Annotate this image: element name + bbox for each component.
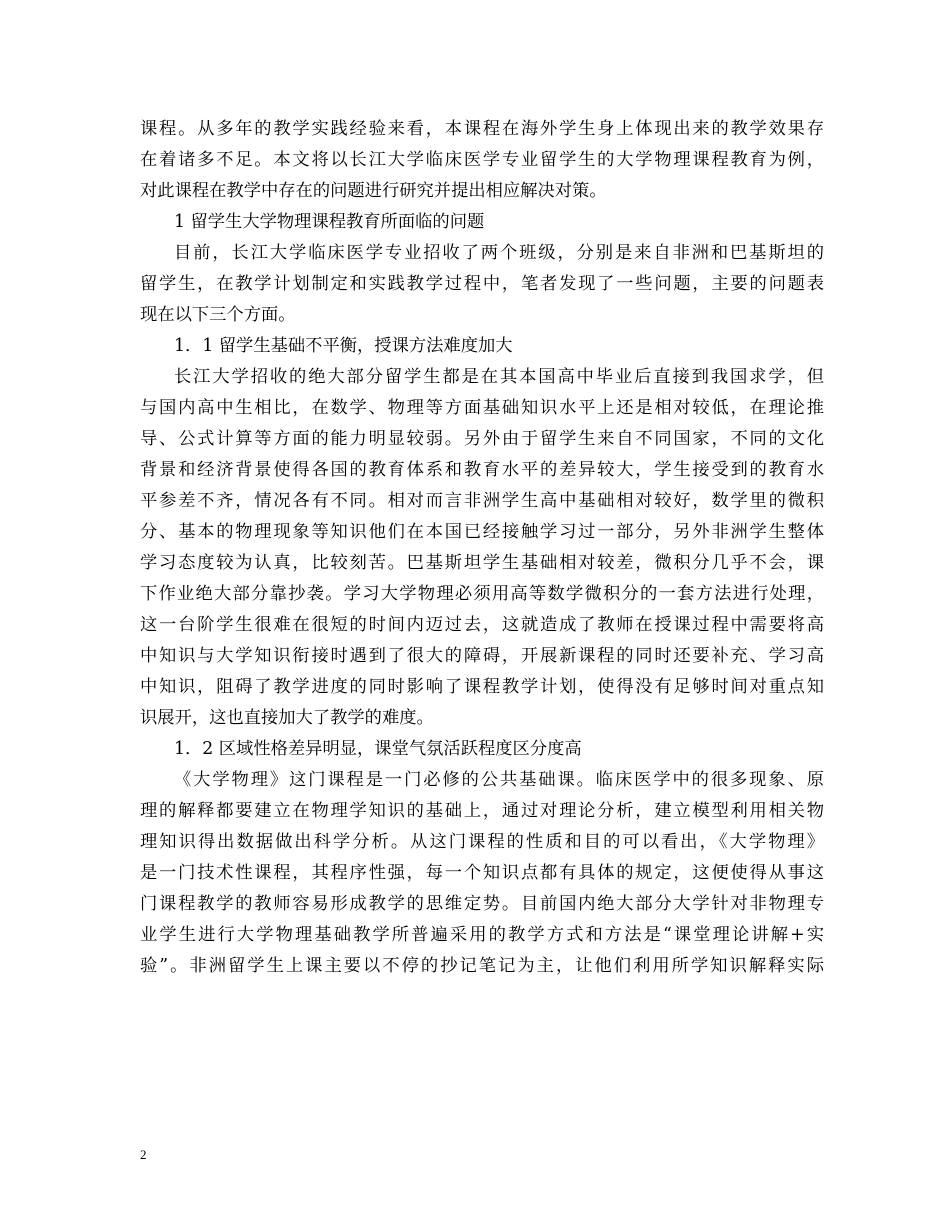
- section-heading: 1．1 留学生基础不平衡，授课方法难度加大: [174, 336, 513, 356]
- text-line: 业学生进行大学物理基础教学所普遍采用的教学方式和方法是“课堂理论讲解+实: [140, 925, 824, 945]
- text-line: 对此课程在教学中存在的问题进行研究并提出相应解决对策。: [140, 181, 607, 201]
- document-body: [140, 114, 824, 982]
- text-line: 长江大学招收的绝大部分留学生都是在其本国高中毕业后直接到我国求学，但: [174, 367, 824, 387]
- text-line: 与国内高中生相比，在数学、物理等方面基础知识水平上还是相对较低，在理论推: [140, 398, 824, 418]
- text-line: 《大学物理》这门课程是一门必修的公共基础课。临床医学中的很多现象、原: [174, 770, 824, 790]
- page-number: 2: [140, 1147, 147, 1162]
- text-line: 目前，长江大学临床医学专业招收了两个班级，分别是来自非洲和巴基斯坦的: [174, 243, 824, 263]
- section-heading: 1．2 区域性格差异明显，课堂气氛活跃程度区分度高: [174, 739, 582, 759]
- text-line: 学习态度较为认真，比较刻苦。巴基斯坦学生基础相对较差，微积分几乎不会，课: [140, 553, 824, 573]
- paragraph: [140, 114, 824, 207]
- text-line: 在着诸多不足。本文将以长江大学临床医学专业留学生的大学物理课程教育为例，: [140, 150, 824, 170]
- text-line: 分、基本的物理现象等知识他们在本国已经接触学习过一部分，另外非洲学生整体: [140, 522, 824, 542]
- text-line: 留学生，在教学计划制定和实践教学过程中，笔者发现了一些问题，主要的问题表: [140, 274, 824, 294]
- section-heading: 1 留学生大学物理课程教育所面临的问题: [174, 212, 485, 232]
- paragraph: [140, 238, 824, 331]
- text-line: 验”。非洲留学生上课主要以不停的抄记笔记为主，让他们利用所学知识解释实际: [140, 956, 824, 976]
- text-line: 课程。从多年的教学实践经验来看，本课程在海外学生身上体现出来的教学效果存: [140, 119, 824, 139]
- text-line: 中知识，阻碍了教学进度的同时影响了课程教学计划，使得没有足够时间对重点知: [140, 677, 824, 697]
- text-line: 中知识与大学知识衔接时遇到了很大的障碍，开展新课程的同时还要补充、学习高: [140, 646, 824, 666]
- paragraph: [140, 765, 824, 982]
- text-line: 门课程教学的教师容易形成教学的思维定势。目前国内绝大部分大学针对非物理专: [140, 894, 824, 914]
- text-line: 下作业绝大部分靠抄袭。学习大学物理必须用高等数学微积分的一套方法进行处理，: [140, 584, 824, 604]
- text-line: 识展开，这也直接加大了教学的难度。: [140, 708, 434, 728]
- text-line: 导、公式计算等方面的能力明显较弱。另外由于留学生来自不同国家，不同的文化: [140, 429, 824, 449]
- text-line: 平参差不齐，情况各有不同。相对而言非洲学生高中基础相对较好，数学里的微积: [140, 491, 824, 511]
- text-line: 是一门技术性课程，其程序性强，每一个知识点都有具体的规定，这便使得从事这: [140, 863, 824, 883]
- text-line: 理知识得出数据做出科学分析。从这门课程的性质和目的可以看出，《大学物理》: [140, 832, 824, 852]
- paragraph: [140, 362, 824, 734]
- text-line: 理的解释都要建立在物理学知识的基础上，通过对理论分析，建立模型利用相关物: [140, 801, 824, 821]
- text-line: 这一台阶学生很难在很短的时间内迈过去，这就造成了教师在授课过程中需要将高: [140, 615, 824, 635]
- text-line: 现在以下三个方面。: [140, 305, 296, 325]
- text-line: 背景和经济背景使得各国的教育体系和教育水平的差异较大，学生接受到的教育水: [140, 460, 824, 480]
